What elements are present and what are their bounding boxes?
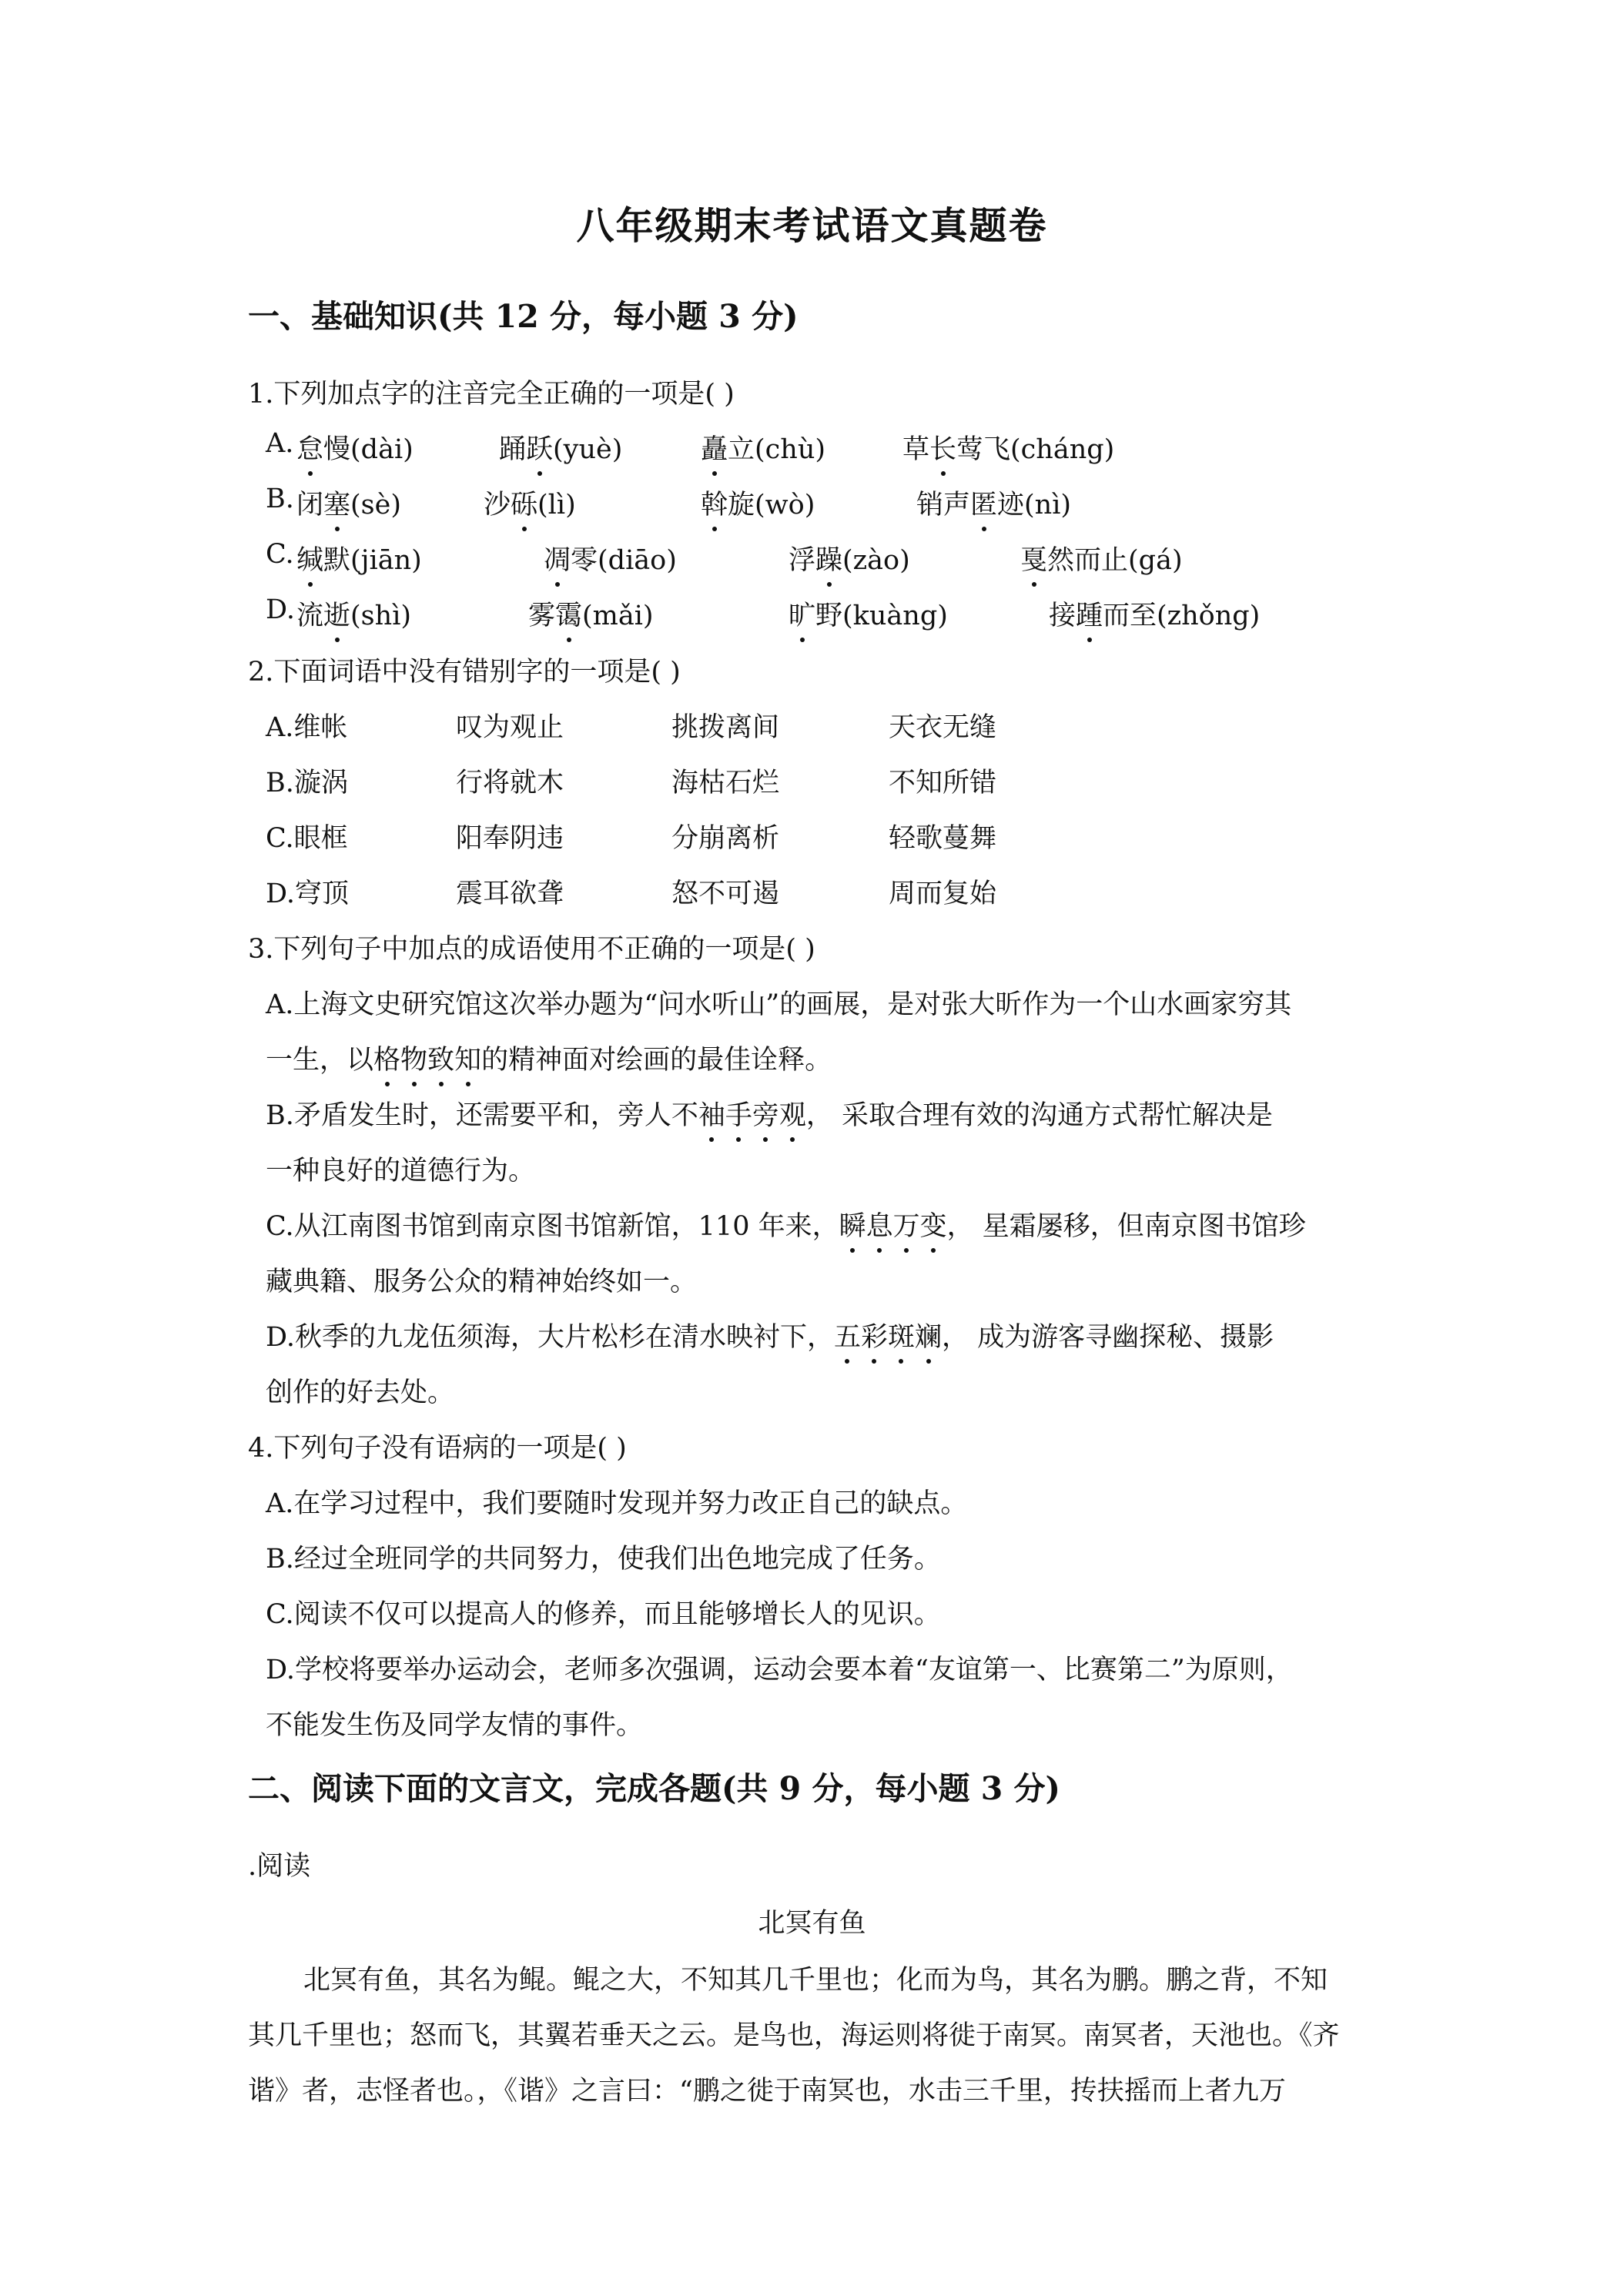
pre: 沙 (484, 490, 511, 520)
q1-b-item3 (701, 484, 815, 522)
dotted-char: 变 (920, 1205, 947, 1243)
q2-c-word2: 阳奉阴违 (456, 823, 564, 854)
post: ， 星霜屡移，但南京图书馆珍 (946, 1211, 1306, 1242)
section1-heading: 一、基础知识(共 12 分，每小题 3 分) (248, 298, 799, 335)
dotted-char: 斑 (888, 1316, 915, 1354)
pre: 草 (902, 434, 930, 465)
q3-a-line1: A.上海文史研究馆这次举办题为“问水听山”的画展，是对张大昕作为一个山水画家穷其 (266, 989, 1292, 1020)
page-title: 八年级期末考试语文真题卷 (576, 203, 1048, 248)
dotted-char: 致 (427, 1039, 454, 1077)
q2-a-word3: 挑拨离间 (671, 712, 780, 743)
q1-c-label: C. (266, 539, 294, 570)
dotted-char: 万 (893, 1205, 920, 1243)
q1-b-item2 (484, 484, 576, 522)
dotted-char: 砾 (511, 484, 537, 522)
dotted-char: 五 (834, 1316, 861, 1354)
post: (zào) (842, 545, 910, 576)
q4-c: C.阅读不仅可以提高人的修养，而且能够增长人的见识。 (266, 1599, 941, 1630)
q3-d-line2: 创作的好去处。 (266, 1377, 455, 1408)
q1-stem: 1.下列加点字的注音完全正确的一项是( ) (248, 379, 735, 410)
dotted-char: 观 (779, 1094, 806, 1133)
dotted-char: 缄 (296, 539, 323, 577)
post: (lì) (537, 490, 576, 520)
dotted-char: 彩 (861, 1316, 888, 1354)
dotted-char: 知 (454, 1039, 481, 1077)
dotted-idiom (839, 1211, 947, 1242)
q4-a: A.在学习过程中，我们要随时发现并努力改正自己的缺点。 (266, 1488, 968, 1519)
q3-d-line1 (266, 1316, 1274, 1354)
q2-d-word4: 周而复始 (889, 879, 997, 909)
post: (yuè) (553, 434, 623, 465)
post: ， 成为游客寻幽探秘、摄影 (942, 1322, 1274, 1353)
q2-b-word2: 行将就木 (456, 768, 564, 798)
q1-a-label: A. (266, 428, 294, 459)
dotted-char: 手 (725, 1094, 752, 1133)
dotted-char: 匿 (970, 484, 997, 522)
q1-a-item3 (701, 428, 825, 467)
pre: 浮 (789, 545, 816, 576)
q2-c-word4: 轻歌蔓舞 (889, 823, 997, 854)
post: 野(kuàng) (815, 601, 948, 631)
pre: D.秋季的九龙伍须海，大片松杉在清水映衬下， (266, 1322, 834, 1353)
q4-stem: 4.下列句子没有语病的一项是( ) (248, 1433, 627, 1464)
pre: B.矛盾发生时，还需要平和，旁人不 (266, 1100, 698, 1131)
post: 慢(dài) (323, 434, 414, 465)
q2-d-word2: 震耳欲聋 (456, 879, 564, 909)
q2-a-word4: 天衣无缝 (889, 712, 997, 743)
q1-b-item1 (296, 484, 401, 522)
dotted-char: 矗 (701, 428, 728, 467)
q1-a-item4 (902, 428, 1114, 467)
q3-c-line2: 藏典籍、服务公众的精神始终如一。 (266, 1267, 698, 1297)
post: (mǎi) (582, 601, 654, 631)
q2-b-word4: 不知所错 (889, 768, 997, 798)
passage-title: 北冥有鱼 (758, 1908, 866, 1939)
dotted-char: 物 (400, 1039, 427, 1077)
q1-c-item4 (1020, 539, 1183, 577)
q2-a-word1: A.维帐 (266, 712, 348, 743)
pre: C.从江南图书馆到南京图书馆新馆，110 年来， (266, 1211, 839, 1242)
q1-d-item3 (789, 594, 948, 633)
q4-d-line2: 不能发生伤及同学友情的事件。 (266, 1710, 644, 1741)
q4-d-line1: D.学校将要举办运动会，老师多次强调，运动会要本着“友谊第一、比赛第二”为原则， (266, 1655, 1293, 1685)
dotted-char: 格 (373, 1039, 400, 1077)
dotted-idiom (373, 1045, 481, 1076)
post: 默(jiān) (323, 545, 422, 576)
post: 莺飞(cháng) (956, 434, 1115, 465)
q2-c-word1: C.眼框 (266, 823, 348, 854)
q1-a-item1 (296, 428, 414, 467)
q1-b-item4 (916, 484, 1071, 522)
dotted-char: 旷 (789, 594, 815, 633)
q2-a-word2: 叹为观止 (456, 712, 564, 743)
dotted-idiom (834, 1322, 942, 1353)
q3-c-line1 (266, 1205, 1306, 1243)
dotted-char: 息 (866, 1205, 893, 1243)
pre: 流 (296, 601, 324, 631)
dotted-char: 斡 (701, 484, 728, 522)
q2-b-word3: 海枯石烂 (671, 768, 780, 798)
q4-b: B.经过全班同学的共同努力，使我们出色地完成了任务。 (266, 1544, 941, 1575)
dotted-char: 怠 (296, 428, 323, 467)
post: 的精神面对绘画的最佳诠释。 (481, 1045, 832, 1076)
post: 然而止(gá) (1047, 545, 1183, 576)
post: 立(chù) (728, 434, 826, 465)
dotted-char: 袖 (698, 1094, 725, 1133)
q1-d-item4 (1049, 594, 1260, 633)
post: 旋(wò) (728, 490, 815, 520)
q1-d-item2 (528, 594, 654, 633)
pre: 一生，以 (266, 1045, 374, 1076)
dotted-idiom (698, 1100, 806, 1131)
q3-b-line2: 一种良好的道德行为。 (266, 1156, 536, 1186)
dotted-char: 霭 (555, 594, 582, 633)
section2-heading: 二、阅读下面的文言文，完成各题(共 9 分，每小题 3 分) (248, 1770, 1060, 1807)
q2-b-word1: B.漩涡 (266, 768, 348, 798)
post: (shì) (350, 601, 412, 631)
dotted-char: 旁 (752, 1094, 779, 1133)
q1-d-item1 (296, 594, 411, 633)
q1-c-item2 (544, 539, 677, 577)
dotted-char: 逝 (323, 594, 350, 633)
q3-a-line2 (266, 1039, 832, 1077)
dotted-char: 踵 (1076, 594, 1103, 633)
dotted-char: 塞 (323, 484, 350, 522)
q2-d-word1: D.穹顶 (266, 879, 349, 909)
q3-stem: 3.下列句子中加点的成语使用不正确的一项是( ) (248, 934, 815, 965)
dotted-char: 戛 (1020, 539, 1047, 577)
q2-d-word3: 怒不可遏 (671, 879, 780, 909)
q1-c-item1 (296, 539, 422, 577)
q2-c-word3: 分崩离析 (671, 823, 780, 854)
post: ， 采取合理有效的沟通方式帮忙解决是 (805, 1100, 1274, 1131)
post: 零(diāo) (571, 545, 677, 576)
passage-line1: 北冥有鱼，其名为鲲。鲲之大，不知其几千里也；化而为鸟，其名为鹏。鹏之背，不知 (303, 1965, 1328, 1996)
dotted-char: 躁 (815, 539, 842, 577)
dotted-char: 长 (929, 428, 956, 467)
dotted-char: 跃 (526, 428, 553, 467)
pre: 接 (1049, 601, 1077, 631)
pre: 雾 (528, 601, 556, 631)
post: 而至(zhǒng) (1103, 601, 1261, 631)
dotted-char: 瞬 (839, 1205, 866, 1243)
post: (sè) (350, 490, 402, 520)
passage-line2: 其几千里也；怒而飞，其翼若垂天之云。是鸟也，海运则将徙于南冥。南冥者，天池也。《齐 (248, 2020, 1340, 2051)
reading-label: .阅读 (248, 1851, 311, 1882)
q1-b-label: B. (266, 484, 294, 514)
passage-line3: 谐》者，志怪者也。，《谐》之言曰：“鹏之徙于南冥也，水击三千里，抟扶摇而上者九万 (248, 2076, 1286, 2107)
pre: 销声 (916, 490, 971, 520)
dotted-char: 凋 (544, 539, 571, 577)
q1-d-label: D. (266, 594, 295, 625)
q2-stem: 2.下面词语中没有错别字的一项是( ) (248, 657, 681, 688)
post: 迹(nì) (997, 490, 1072, 520)
dotted-char: 斓 (915, 1316, 942, 1354)
pre: 踊 (499, 434, 527, 465)
q1-a-item2 (499, 428, 622, 467)
q3-b-line1 (266, 1094, 1273, 1133)
q1-c-item3 (789, 539, 910, 577)
pre: 闭 (296, 490, 324, 520)
